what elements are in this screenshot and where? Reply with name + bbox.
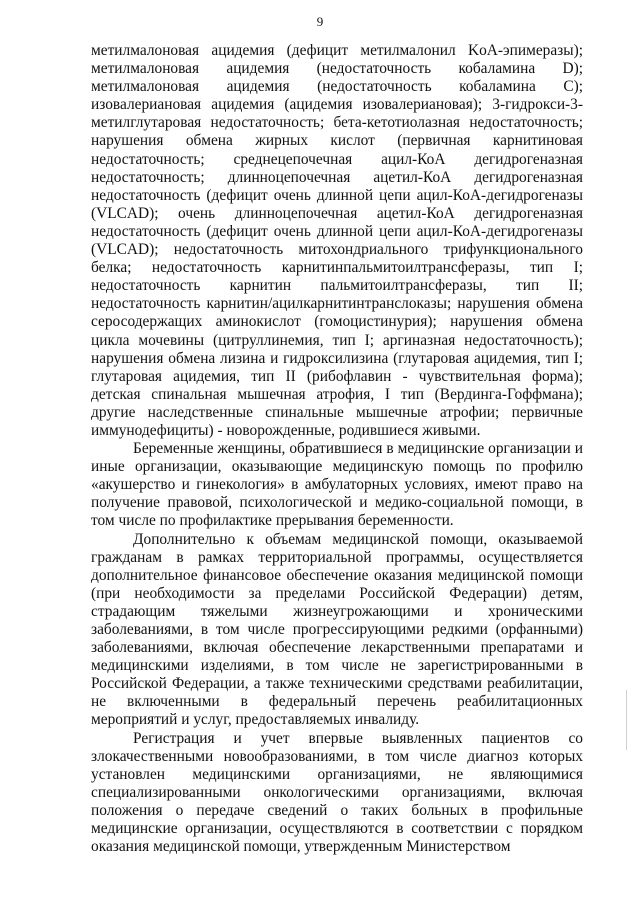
scan-margin-mark — [626, 690, 627, 750]
paragraph-additional-funding: Дополнительно к объемам медицинской помощи, оказываемой гражданам в рамках территориальной программы, осуществляется дополнительное финансовое обеспечение оказания медицинской помощи (при необходимости за пределами Российской Федерации) детям, страдающим тяжелыми жизнеугрожающими и хроническими заболеваниями, в том числе прогрессирующими редкими (орфанными) заболеваниями, включая обеспечение лекарственными препаратами и медицинскими изделиями, в том числе не зарегистрированными в Российской Федерации, а также техническими средствами реабилитации, не включенными в федеральный перечень реабилитационных мероприятий и услуг, предоставляемых инвалиду. — [91, 530, 583, 729]
page-number: 9 — [316, 14, 324, 29]
document-body — [91, 42, 583, 856]
paragraph-oncology-registration: Регистрация и учет впервые выявленных пациентов со злокачественными новообразованиями, в том числе диагноз которых установлен медицинскими организациями, не являющимися специализированными онкологическими организациями, включая положения о передаче сведений о таких больных в профильные медицинские организации, осуществляются в соответствии с порядком оказания медицинской помощи, утвержденным Министерством — [91, 729, 583, 856]
paragraph-pregnant-women: Беременные женщины, обратившиеся в медицинские организации и иные организации, оказывающие медицинскую помощь по профилю «акушерство и гинекология» в амбулаторных условиях, имеют право на получение правовой, психологической и медико-социальной помощи, в том числе по профилактике прерывания беременности. — [91, 440, 583, 530]
paragraph-hereditary-diseases-list: метилмалоновая ацидемия (дефицит метилмалонил KoA-эпимеразы); метилмалоновая ацидемия (недостаточность кобаламина D); метилмалоновая ацидемия (недостаточность кобаламина С); изовалериановая ацидемия (ацидемия изовалериановая); 3-гидрокси-3-метилглутаровая недостаточность; бета-кетотиолазная недостаточность; нарушения обмена жирных кислот (первичная карнитиновая недостаточность; среднецепочечная ацил-КоА дегидрогеназная недостаточность; длинноцепочечная ацетил-КоА дегидрогеназная недостаточность (дефицит очень длинной цепи ацил-КоА-дегидрогеназы (VLCAD); очень длинноцепочечная ацетил-КоА дегидрогеназная недостаточность (дефицит очень длинной цепи ацил-КоА-дегидрогеназы (VLCAD); недостаточность митохондриального трифункционального белка; недостаточность карнитинпальмитоилтрансферазы, тип I; недостаточность карнитин пальмитоилтрансферазы, тип II; недостаточность карнитин/ацилкарнитинтранслоказы; нарушения обмена серосодержащих аминокислот (гомоцистинурия); нарушения обмена цикла мочевины (цитруллинемия, тип I; аргиназная недостаточность); нарушения обмена лизина и гидроксилизина (глутаровая ацидемия, тип I; глутаровая ацидемия, тип II (рибофлавин - чувствительная форма); детская спинальная мышечная атрофия, I тип (Вердинга-Гоффмана); другие наследственные спинальные мышечные атрофии; первичные иммунодефициты) - новорожденные, родившиеся живыми. — [91, 42, 583, 439]
